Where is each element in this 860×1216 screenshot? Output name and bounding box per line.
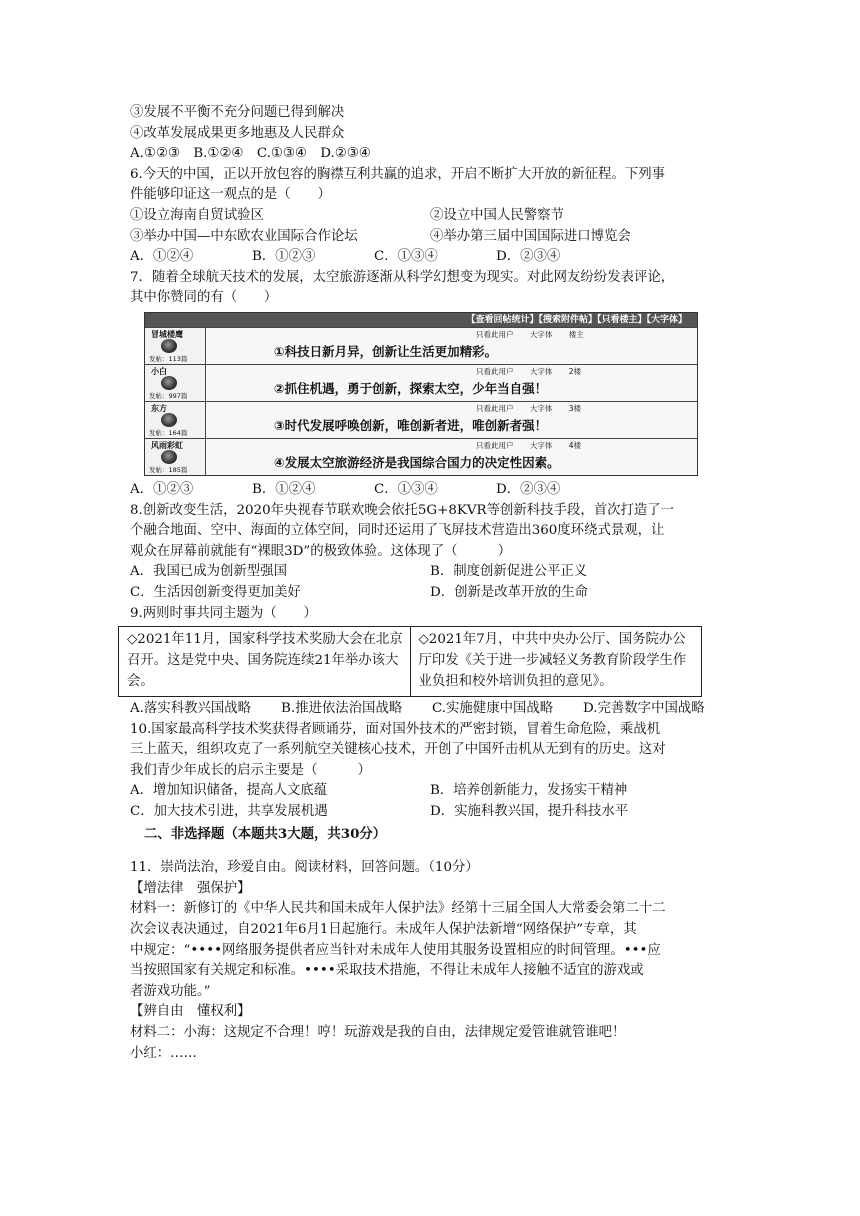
material-text: 材料一：新修订的《中华人民共和国未成年人保护法》经第十三届全国人大常委会第二十二 [130,901,666,917]
avatar-icon [161,339,177,353]
post-text: ④发展太空旅游经济是我国综合国力的决定性因素。 [274,454,560,470]
post-user [145,439,206,475]
question-8-stem: 个融合地面、空中、海面的立体空间，同时还运用了飞屏技术营造出360度环绕式景观，让 [130,523,665,539]
q9-option-d: D.完善数字中国战略 [583,701,705,717]
username: 冒城楼鹰 [151,329,183,339]
question-6-stem: 6.今天的中国，正以开放包容的胸襟互利共赢的追求，开启不断扩大开放的新征程。下列事 [130,166,666,182]
question-7-stem: 7．随着全球航天技术的发展，太空旅游逐渐从科学幻想变为现实。对此网友纷纷发表评论， [130,269,675,285]
question-8-stem: 8.创新改变生活，2020年央视春节联欢晚会依托5G+8KVR等创新科技手段，首次打造了一 [130,502,675,518]
forum-header: 【查看回帖统计】【搜索附件帖】【只看楼主】【大字体】 [145,313,697,327]
material-text: 中规定：“••••网络服务提供者应当针对未成年人使用其服务设置相应的时间管理。•••应 [130,942,661,958]
q7-options [130,480,730,501]
q8-option-c: C．生活因创新变得更加美好 [130,584,301,600]
forum-post [145,327,697,364]
q8-options-row [130,583,730,604]
q9-option-b: B.推进依法治国战略 [281,701,403,717]
q9-options [130,699,730,720]
forum-post [145,438,697,475]
q7-option-c: C．①③④ [374,481,438,497]
post-user [145,365,206,401]
q7-option-d: D．②③④ [496,481,561,497]
q8-option-a: A．我国已成为创新型强国 [130,564,287,580]
post-user [145,402,206,438]
q6-item: ①设立海南自贸试验区 [130,207,264,223]
post-text: ③时代发展呼唤创新，唯创新者进，唯创新者强！ [274,417,548,433]
subheading: 【增法律 强保护】 [130,880,251,896]
username: 小白 [151,366,167,376]
post-body [206,365,697,401]
avatar-icon [161,450,177,464]
post-count: 发帖：113篇 [149,354,188,363]
section-heading: 二、非选择题（本题共3大题，共30分） [144,825,387,842]
q8-options-row [130,562,730,583]
post-meta: 只看此用户 大字体 3楼 [476,403,582,413]
q6-items-row [130,227,730,248]
forum-post [145,401,697,438]
q6-item: ③举办中国—中东欧农业国际合作论坛 [130,228,358,244]
question-10-stem: 10.国家最高科学技术奖获得者顾诵芬，面对国外技术的严密封锁，冒着生命危险，乘战机 [130,721,661,737]
q10-options-row [130,781,730,802]
q6-option-c: C．①③④ [374,249,438,265]
avatar-icon [161,376,177,390]
answer-options: A.①②③ B.①②④ C.①③④ D.②③④ [130,146,371,162]
q7-option-a: A．①②③ [130,481,194,497]
material-text: 小红：…… [130,1045,197,1061]
q10-option-b: B．培养创新能力，发扬实干精神 [430,783,628,799]
q6-options [130,247,730,268]
username: 东方 [151,403,167,413]
post-body [206,328,697,364]
q6-item: ④举办第三届中国国际进口博览会 [430,228,631,244]
post-user [145,328,206,364]
post-text: ①科技日新月异，创新让生活更加精彩。 [274,343,498,359]
question-6-stem: 件能够印证这一观点的是（ ） [130,187,331,203]
q6-item: ②设立中国人民警察节 [430,207,564,223]
question-7-stem: 其中你赞同的有（ ） [130,290,278,306]
q6-option-b: B．①②③ [252,249,316,265]
forum-post [145,364,697,401]
q9-option-a: A.落实科教兴国战略 [130,701,252,717]
material-text: 当按照国家有关规定和标准。••••采取技术措施，不得让未成年人接触不适宜的游戏或 [130,963,644,979]
post-meta: 只看此用户 大字体 2楼 [476,366,582,376]
exam-page [127,103,730,1064]
username: 风雨彩虹 [151,440,183,450]
q6-items-row [130,206,730,227]
q9-news-right: ◇2021年7月，中共中央办公厅、国务院办公厅印发《关于进一步减轻义务教育阶段学生作业负担和校外培训负担的意见》。 [410,627,702,696]
material-text: 次会议表决通过，自2021年6月1日起施行。未成年人保护法新增“网络保护”专章，其 [130,922,637,938]
q7-option-b: B．①②④ [252,481,316,497]
text-line: ③发展不平衡不充分问题已得到解决 [130,105,345,120]
material-text: 材料二：小海：这规定不合理！哼！玩游戏是我的自由，法律规定爱管谁就管谁吧！ [130,1025,626,1040]
q8-option-b: B．制度创新促进公平正义 [430,564,588,580]
avatar-icon [161,413,177,427]
q10-options-row [130,802,730,823]
q10-option-d: D．实施科教兴国，提升科技水平 [430,804,629,820]
post-count: 发帖：185篇 [149,465,188,474]
question-8-stem: 观众在屏幕前就能有“裸眼3D”的极致体验。这体现了（ ） [130,543,512,559]
q10-option-a: A．增加知识储备，提高人文底蕴 [130,783,328,799]
q6-option-a: A．①②④ [130,249,194,265]
q9-news-box [118,626,702,697]
material-text: 者游戏功能。” [130,983,211,999]
post-count: 发帖：164篇 [149,428,188,437]
q8-option-d: D．创新是改革开放的生命 [430,584,589,600]
post-count: 发帖：997篇 [149,391,188,400]
question-11-stem: 11．崇尚法治，珍爱自由。阅读材料，回答问题。（10分） [130,860,479,876]
q9-news-left: ◇2021年11月，国家科学技术奖励大会在北京召开。这是党中央、国务院连续21年举办该大会。 [127,632,403,690]
post-meta: 只看此用户 大字体 楼主 [476,329,584,339]
post-body [206,439,697,475]
q9-option-c: C.实施健康中国战略 [432,701,554,717]
q10-option-c: C．加大技术引进，共享发展机遇 [130,804,328,820]
question-9-stem: 9.两则时事共同主题为（ ） [130,605,317,621]
subheading: 【辨自由 懂权利】 [130,1004,251,1020]
post-body [206,402,697,438]
question-10-stem: 三上蓝天，组织攻克了一系列航空关键核心技术，开创了中国歼击机从无到有的历史。这对 [130,742,666,758]
text-line: ④改革发展成果更多地惠及人民群众 [130,125,345,141]
forum-screenshot [144,312,698,476]
post-meta: 只看此用户 大字体 4楼 [476,440,582,450]
post-text: ②抓住机遇，勇于创新，探索太空，少年当自强！ [274,380,548,396]
question-10-stem: 我们青少年成长的启示主要是（ ） [130,762,372,778]
q6-option-d: D．②③④ [496,249,561,265]
